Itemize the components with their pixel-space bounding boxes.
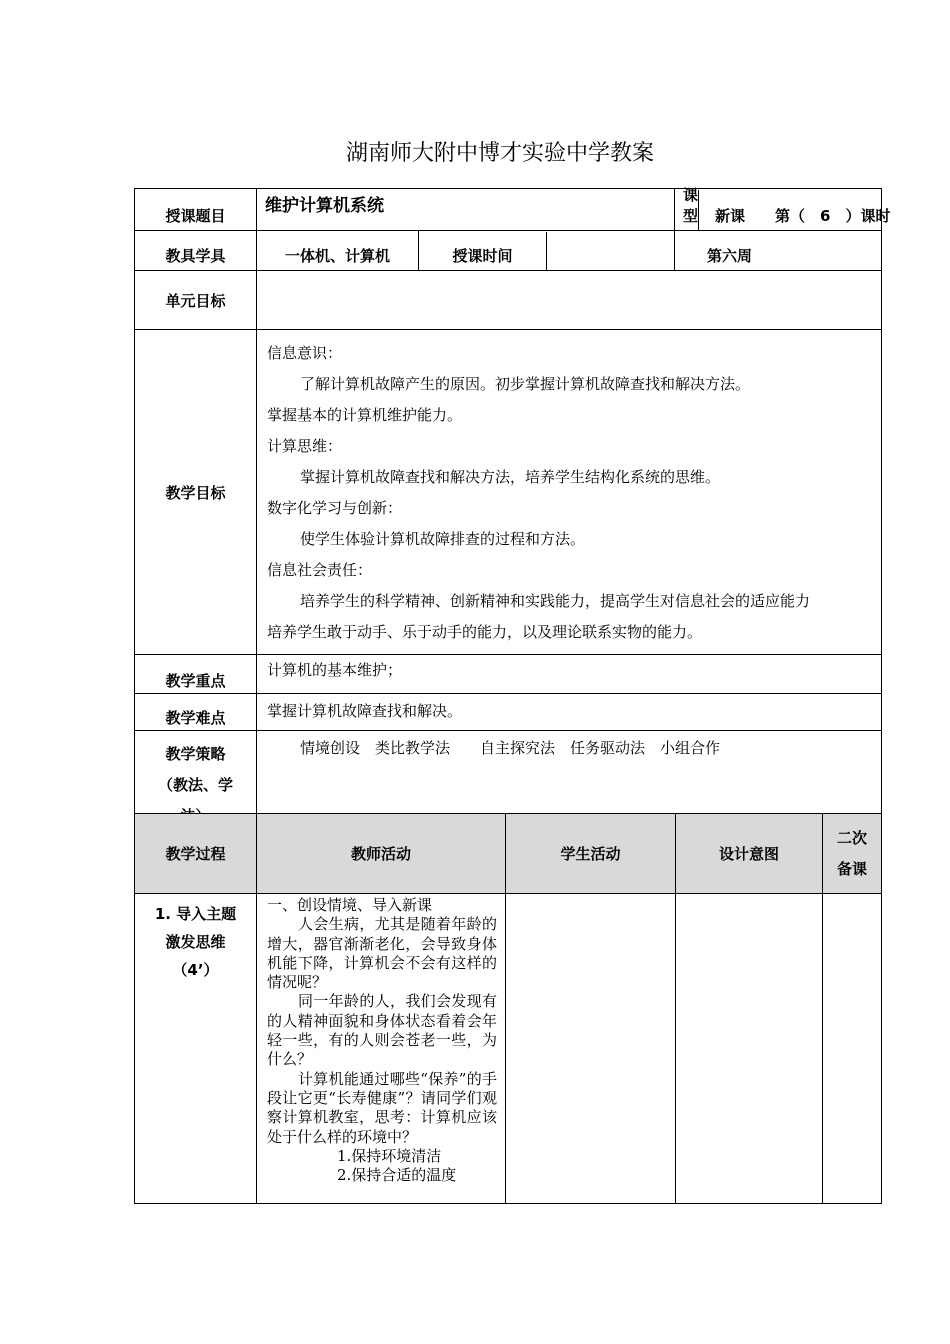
strategy-value: 情境创设 类比教学法 自主探究法 任务驱动法 小组合作 xyxy=(257,731,882,833)
row-key-point xyxy=(135,655,882,694)
teacher-list-item: 1.保持环境清洁 xyxy=(337,1146,442,1165)
difficulty-label: 教学难点 xyxy=(135,694,257,731)
goal-line: 掌握基本的计算机维护能力。 xyxy=(267,406,463,424)
teacher-text: 计算机能通过哪些“保养”的手段让它更“长寿健康”？请同学们观察计算机教室，思考：计算机应该处于什么样的环境中？ xyxy=(267,1069,497,1146)
student-header: 学生活动 xyxy=(506,814,676,894)
unit-label: 单元目标 xyxy=(135,271,257,330)
stage-row xyxy=(135,894,882,1204)
time-value: 第六周 xyxy=(675,231,882,271)
student-activity xyxy=(506,894,676,1204)
row-unit xyxy=(135,271,882,330)
strategy-label: 教学策略 （教法、学 法） xyxy=(135,731,257,833)
tools-value: 一体机、计算机 xyxy=(257,231,419,271)
type-cell xyxy=(675,185,891,231)
goal-line: 数字化学习与创新： xyxy=(267,499,403,517)
type-label: 课型 xyxy=(675,190,699,230)
stage-label: 1. 导入主题 激发思维 （4’） xyxy=(135,894,257,1204)
row-goals xyxy=(135,330,882,655)
type-value: 新课 第（ 6 ）课时 xyxy=(715,206,891,225)
process-header: 教学过程 xyxy=(135,814,257,894)
goal-line: 使学生体验计算机故障排查的过程和方法。 xyxy=(300,530,586,548)
goal-line: 信息意识： xyxy=(267,344,343,362)
design-intent xyxy=(676,894,823,1204)
row-difficulty xyxy=(135,694,882,731)
teacher-text: 一、创设情境、导入新课 xyxy=(267,896,433,914)
teacher-activity xyxy=(257,894,506,1204)
second-prep-header: 二次 备课 xyxy=(823,814,882,894)
goal-line: 信息社会责任： xyxy=(267,561,373,579)
time-cell xyxy=(419,231,675,271)
difficulty-value: 掌握计算机故障查找和解决。 xyxy=(257,694,882,731)
key-point-value: 计算机的基本维护； xyxy=(257,655,882,694)
page-title: 湖南师大附中博才实验中学教案 xyxy=(345,141,654,166)
design-header: 设计意图 xyxy=(676,814,823,894)
row-topic xyxy=(135,189,882,231)
process-header-row xyxy=(135,814,882,894)
goal-line: 了解计算机故障产生的原因。初步掌握计算机故障查找和解决方法。 xyxy=(300,375,751,393)
row-tools xyxy=(135,231,882,271)
goal-line: 计算思维： xyxy=(267,437,343,455)
teacher-text: 人会生病，尤其是随着年龄的增大，器官渐渐老化，会导致身体机能下降，计算机会不会有这样的情况呢？ xyxy=(267,915,497,992)
teacher-text: 同一年龄的人，我们会发现有的人精神面貌和身体状态看着会年轻一些，有的人则会苍老一些，为什么？ xyxy=(267,992,497,1069)
key-point-label: 教学重点 xyxy=(135,655,257,694)
goal-line: 培养学生敢于动手、乐于动手的能力，以及理论联系实物的能力。 xyxy=(267,623,703,641)
second-prep xyxy=(823,894,882,1204)
goals-value xyxy=(257,330,882,655)
teacher-list-item: 2.保持合适的温度 xyxy=(337,1166,457,1185)
goals-label: 教学目标 xyxy=(135,330,257,655)
goal-line: 培养学生的科学精神、创新精神和实践能力，提高学生对信息社会的适应能力 xyxy=(300,592,811,610)
tools-label: 教具学具 xyxy=(135,231,257,271)
teacher-header: 教师活动 xyxy=(257,814,506,894)
topic-value: 维护计算机系统 xyxy=(257,189,675,231)
time-label: 授课时间 xyxy=(419,232,547,270)
unit-value xyxy=(257,271,882,330)
goal-line: 掌握计算机故障查找和解决方法，培养学生结构化系统的思维。 xyxy=(300,468,721,486)
lesson-plan-table xyxy=(134,185,891,833)
process-table xyxy=(134,813,882,1204)
topic-label: 授课题目 xyxy=(135,189,257,231)
